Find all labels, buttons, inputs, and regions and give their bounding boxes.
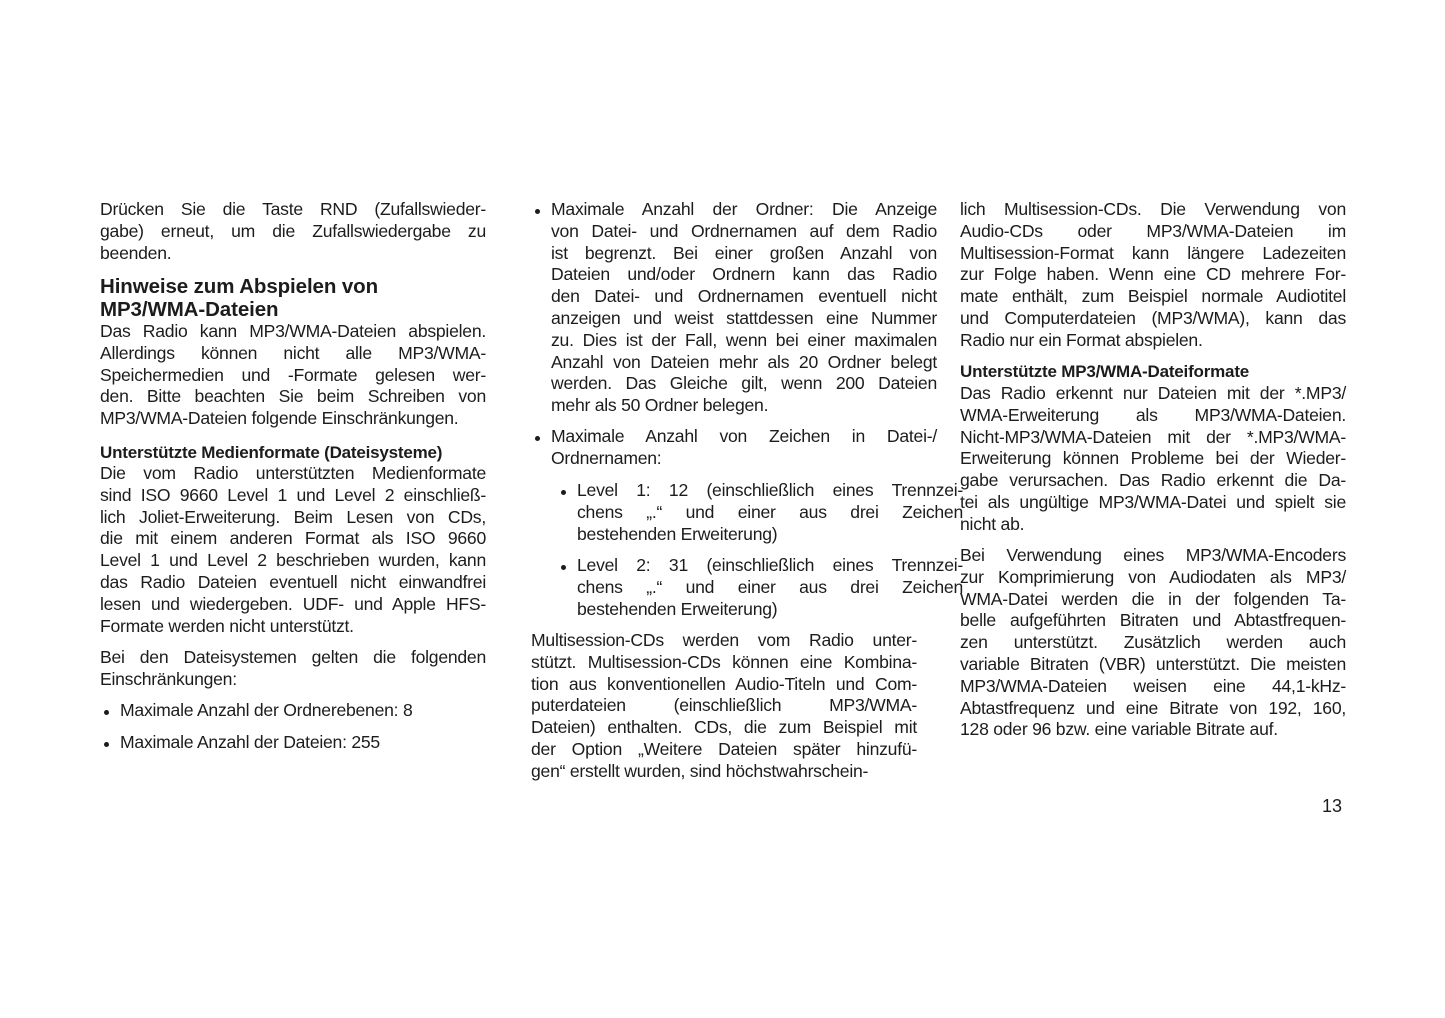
text-line: Maximale Anzahl der Ordnerebenen: 8 (120, 700, 506, 722)
text-line: lich Joliet-Erweiterung. Beim Lesen von CDs, (100, 506, 486, 527)
text-line: Multisession-Format kann längere Ladezeiten (960, 242, 1346, 263)
bullet-item (100, 700, 506, 722)
paragraph (100, 463, 486, 637)
paragraph (531, 630, 917, 783)
text-line: zur Folge haben. Wenn eine CD mehrere For- (960, 264, 1346, 285)
text-line: der Option „Weitere Dateien später hinzufü- (531, 738, 917, 759)
text-line: Die vom Radio unterstützten Medienformate (100, 463, 486, 483)
text-line: werden. Das Gleiche gilt, wenn 200 Dateien (551, 373, 937, 394)
subheading (100, 442, 486, 464)
text-line: Dateien und/oder Ordnern kann das Radio (551, 264, 937, 285)
text-line: Drücken Sie die Taste RND (Zufallswieder- (100, 199, 486, 219)
text-line: Multisession-CDs werden vom Radio unter- (531, 630, 917, 650)
text-line: mate enthält, zum Beispiel normale Audiotitel (960, 286, 1346, 307)
text-line: gabe verursachen. Das Radio erkennt die Da- (960, 470, 1346, 491)
text-line: Formate werden nicht unterstützt. (100, 615, 354, 636)
text-line: beenden. (100, 242, 172, 263)
text-line: Level 1: 12 (einschließlich eines Trennzei- (577, 480, 963, 502)
bullet-item (100, 732, 506, 754)
text-line: zen unterstützt. Zusätzlich werden auch (960, 632, 1346, 653)
text-line: MP3/WMA-Dateien (100, 298, 279, 321)
text-line: gen“ erstellt wurden, sind höchstwahrschein- (531, 760, 869, 781)
bullet-icon (561, 565, 566, 570)
paragraph (100, 647, 486, 691)
text-line: Abtastfrequenz und eine Bitrate von 192, 160, (960, 697, 1346, 718)
text-line: Unterstützte Medienformate (Dateisysteme) (100, 443, 443, 462)
text-line: Das Radio erkennt nur Dateien mit der *.MP3/ (960, 383, 1346, 403)
text-line: Bei den Dateisystemen gelten die folgenden (100, 647, 486, 667)
text-line: tion aus konventionellen Audio-Titeln und Com- (531, 673, 917, 694)
text-line: Maximale Anzahl der Dateien: 255 (120, 732, 506, 754)
text-line: zur Komprimierung von Audiodaten als MP3/ (960, 566, 1346, 587)
text-line: anzeigen und weist stattdessen eine Nummer (551, 307, 937, 328)
text-line: puterdateien (einschließlich MP3/WMA- (531, 695, 917, 716)
paragraph (960, 383, 1346, 536)
text-line: 128 oder 96 bzw. eine variable Bitrate auf. (960, 719, 1278, 740)
text-line: chens „.“ und einer aus drei Zeichen (577, 501, 963, 522)
text-line: den Datei- und Ordnernamen eventuell nicht (551, 286, 937, 307)
subheading (960, 361, 1346, 383)
text-line: tei als ungültige MP3/WMA-Datei und spielt sie (960, 491, 1346, 512)
text-line: Dateien) enthalten. CDs, die zum Beispiel mit (531, 717, 917, 738)
text-line: Das Radio kann MP3/WMA-Dateien abspielen. (100, 321, 486, 341)
text-line: Erweiterung können Probleme bei der Wieder- (960, 448, 1346, 469)
bullet-item (531, 426, 937, 470)
text-line: stützt. Multisession-CDs können eine Kombina- (531, 651, 917, 672)
text-line: belle aufgeführten Bitraten und Abtastfrequen- (960, 610, 1346, 631)
text-line: WMA-Erweiterung als MP3/WMA-Dateien. (960, 404, 1346, 425)
text-line: Nicht-MP3/WMA-Dateien mit der *.MP3/WMA- (960, 426, 1346, 447)
text-line: Bei Verwendung eines MP3/WMA-Encoders (960, 545, 1346, 565)
text-line: und Computerdateien (MP3/WMA), kann das (960, 307, 1346, 328)
text-line: das Radio Dateien eventuell nicht einwandfrei (100, 571, 486, 592)
text-line: den. Bitte beachten Sie beim Schreiben von (100, 386, 486, 407)
text-line: ist begrenzt. Bei einer großen Anzahl von (551, 242, 937, 263)
paragraph (100, 199, 486, 264)
sub-bullet-item (531, 480, 963, 545)
text-line: lesen und wiedergeben. UDF- und Apple HFS- (100, 593, 486, 614)
text-line: nicht ab. (960, 513, 1025, 534)
bullet-icon (535, 209, 540, 214)
text-line: sind ISO 9660 Level 1 und Level 2 einschließ- (100, 484, 486, 505)
text-line: zu. Dies ist der Fall, wenn bei einer maximalen (551, 329, 937, 350)
text-line: Maximale Anzahl der Ordner: Die Anzeige (551, 199, 937, 221)
text-line: Hinweise zum Abspielen von (100, 275, 379, 298)
text-line: variable Bitraten (VBR) unterstützt. Die meisten (960, 653, 1346, 674)
sub-bullet-item (531, 555, 963, 620)
text-line: Anzahl von Dateien mehr als 20 Ordner belegt (551, 351, 937, 372)
paragraph (100, 321, 486, 430)
bullet-icon (104, 710, 109, 715)
text-line: chens „.“ und einer aus drei Zeichen (577, 576, 963, 597)
bullet-icon (535, 436, 540, 441)
text-line: gabe) erneut, um die Zufallswiedergabe zu (100, 220, 486, 241)
text-line: Allerdings können nicht alle MP3/WMA- (100, 342, 486, 363)
text-line: Speichermedien und -Formate gelesen wer- (100, 364, 486, 385)
text-line: Ordnernamen: (551, 447, 662, 468)
bullet-icon (104, 742, 109, 747)
bullet-item (531, 199, 937, 417)
text-line: Einschränkungen: (100, 668, 237, 689)
paragraph (960, 199, 1346, 352)
text-line: Unterstützte MP3/WMA-Dateiformate (960, 362, 1250, 381)
text-line: MP3/WMA-Dateien weisen eine 44,1-kHz- (960, 675, 1346, 696)
text-line: bestehenden Erweiterung) (577, 598, 778, 619)
text-line: mehr als 50 Ordner belegen. (551, 395, 769, 416)
text-line: die mit einem anderen Format als ISO 9660 (100, 528, 486, 549)
text-line: von Datei- und Ordnernamen auf dem Radio (551, 220, 937, 241)
text-line: Audio-CDs oder MP3/WMA-Dateien im (960, 220, 1346, 241)
text-line: Level 1 und Level 2 beschrieben wurden, kann (100, 550, 486, 571)
text-line: Maximale Anzahl von Zeichen in Datei-/ (551, 426, 937, 448)
text-line: MP3/WMA-Dateien folgende Einschränkungen. (100, 408, 459, 429)
text-line: Radio nur ein Format abspielen. (960, 329, 1203, 350)
text-line: lich Multisession-CDs. Die Verwendung von (960, 199, 1346, 219)
bullet-icon (561, 490, 566, 495)
paragraph (960, 545, 1346, 741)
section-heading (100, 275, 486, 321)
text-line: Level 2: 31 (einschließlich eines Trennzei- (577, 555, 963, 577)
text-line: bestehenden Erweiterung) (577, 523, 778, 544)
page-number: 13 (1322, 796, 1343, 816)
text-line: WMA-Datei werden die in der folgenden Ta- (960, 588, 1346, 609)
